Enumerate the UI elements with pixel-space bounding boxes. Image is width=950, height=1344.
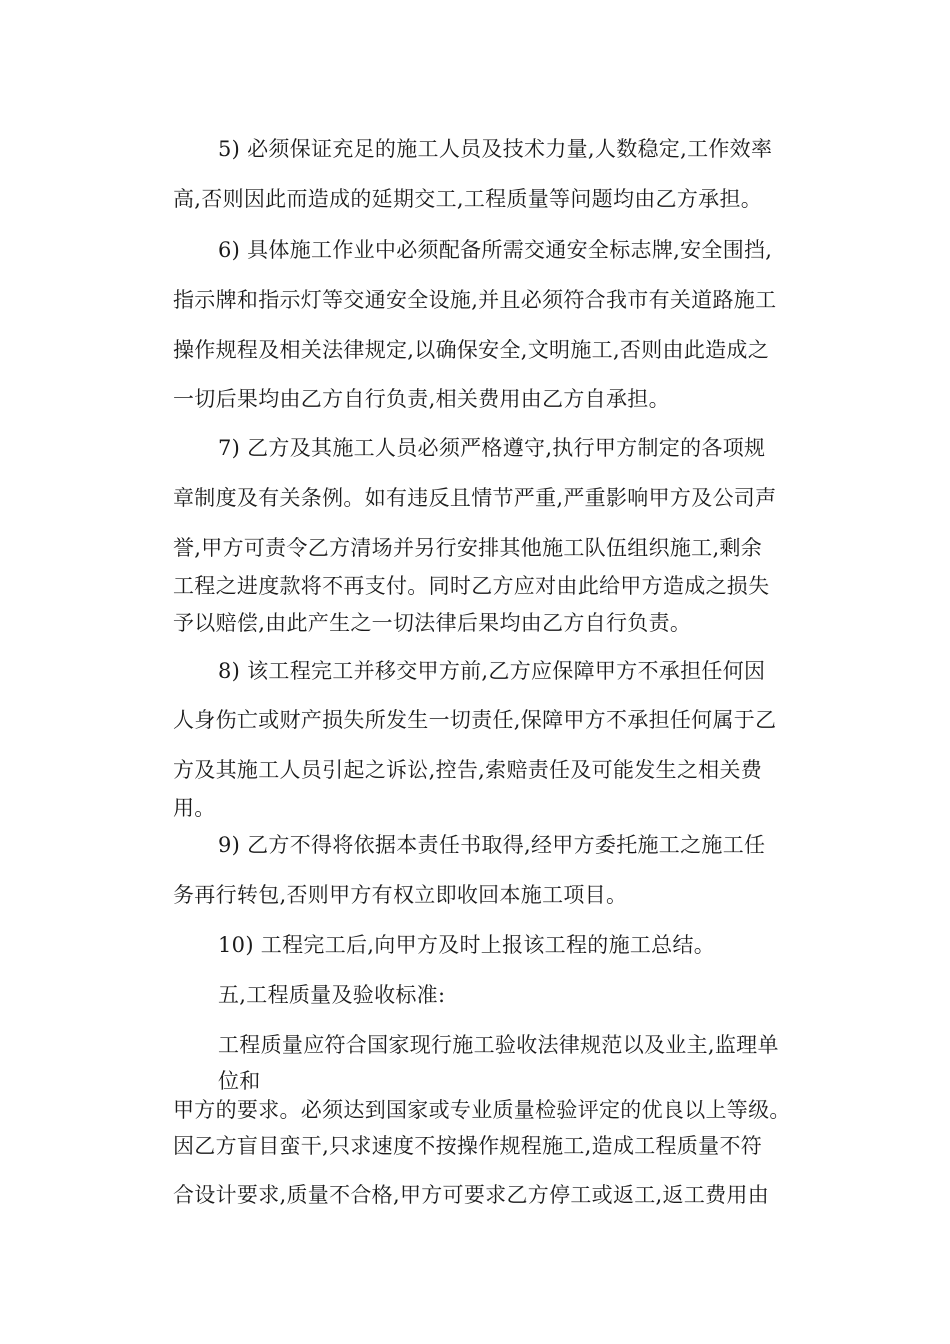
text-line: 9) 乙方不得将依据本责任书取得,经甲方委托施工之施工任: [218, 833, 766, 857]
text-line: 5) 必须保证充足的施工人员及技术力量,人数稳定,工作效率: [218, 137, 773, 161]
text-line: 10) 工程完工后,向甲方及时上报该工程的施工总结。: [218, 933, 716, 957]
text-line: 工程之进度款将不再支付。同时乙方应对由此给甲方造成之损失: [173, 574, 770, 598]
text-line: 甲方的要求。必须达到国家或专业质量检验评定的优良以上等级。: [173, 1098, 791, 1122]
text-line: 6) 具体施工作业中必须配备所需交通安全标志牌,安全围挡,: [218, 238, 773, 262]
text-line: 指示牌和指示灯等交通安全设施,并且必须符合我市有关道路施工: [173, 288, 777, 312]
text-line: 高,否则因此而造成的延期交工,工程质量等问题均由乙方承担。: [173, 187, 763, 211]
text-line: 8) 该工程完工并移交甲方前,乙方应保障甲方不承担任何因: [218, 659, 766, 683]
text-line: 7) 乙方及其施工人员必须严格遵守,执行甲方制定的各项规: [218, 436, 766, 460]
text-line: 人身伤亡或财产损失所发生一切责任,保障甲方不承担任何属于乙: [173, 708, 777, 732]
text-line: 务再行转包,否则甲方有权立即收回本施工项目。: [173, 883, 628, 907]
text-line: 合设计要求,质量不合格,甲方可要求乙方停工或返工,返工费用由: [173, 1183, 770, 1207]
text-line: 方及其施工人员引起之诉讼,控告,索赔责任及可能发生之相关费: [173, 758, 763, 782]
section-heading: 五,工程质量及验收标准:: [218, 983, 446, 1007]
text-line: 工程质量应符合国家现行施工验收法律规范以及业主,监理单: [218, 1033, 779, 1057]
text-line: 予以赔偿,由此产生之一切法律后果均由乙方自行负责。: [173, 611, 692, 635]
text-line: 章制度及有关条例。如有违反且情节严重,严重影响甲方及公司声: [173, 486, 777, 510]
text-line: 操作规程及相关法律规定,以确保安全,文明施工,否则由此造成之: [173, 338, 770, 362]
text-line: 位和: [218, 1069, 261, 1093]
text-line: 用。: [173, 796, 216, 820]
text-line: 一切后果均由乙方自行负责,相关费用由乙方自承担。: [173, 387, 670, 411]
text-line: 誉,甲方可责令乙方清场并另行安排其他施工队伍组织施工,剩余: [173, 536, 763, 560]
text-line: 因乙方盲目蛮干,只求速度不按操作规程施工,造成工程质量不符: [173, 1134, 763, 1158]
